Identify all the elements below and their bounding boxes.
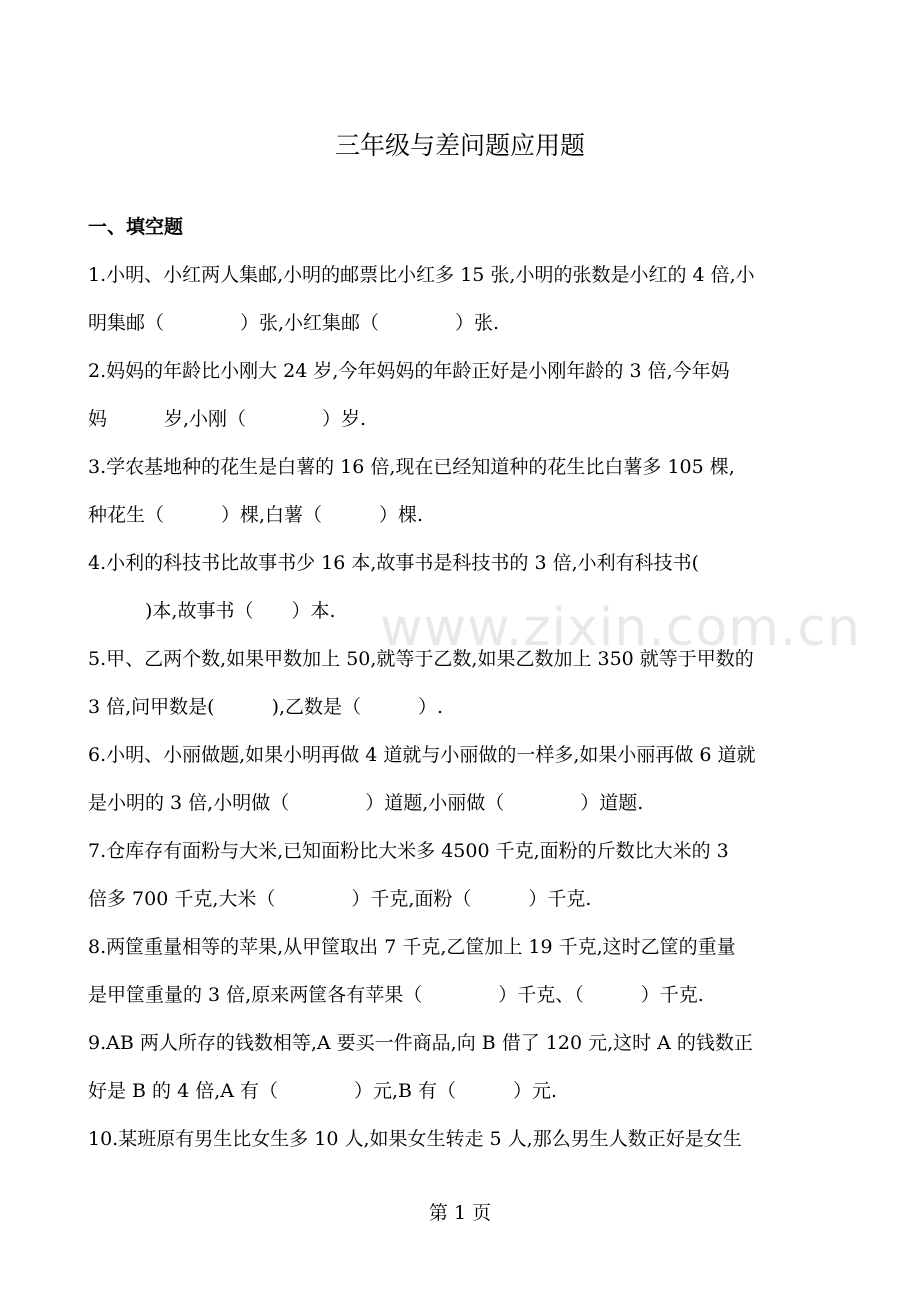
question-line: 好是 B 的 4 倍,A 有（ ）元,B 有（ ）元. (88, 1080, 558, 1102)
page-title: 三年级与差问题应用题 (334, 131, 585, 160)
question-line: 3.学农基地种的花生是白薯的 16 倍,现在已经知道种的花生比白薯多 105 棵, (88, 456, 735, 478)
question-line: 6.小明、小丽做题,如果小明再做 4 道就与小丽做的一样多,如果小丽再做 6 道就 (88, 744, 756, 766)
question-line: 9.AB 两人所存的钱数相等,A 要买一件商品,向 B 借了 120 元,这时 A 的钱数正 (88, 1032, 753, 1054)
question-line: 3 倍,问甲数是( ),乙数是（ ）. (88, 696, 444, 718)
question-line: 2.妈妈的年龄比小刚大 24 岁,今年妈妈的年龄正好是小刚年龄的 3 倍,今年妈 (88, 360, 730, 382)
question-line: 妈 岁,小刚（ ）岁. (88, 408, 367, 430)
question-line: 10.某班原有男生比女生多 10 人,如果女生转走 5 人,那么男生人数正好是女生 (88, 1128, 742, 1150)
question-line: 种花生（ ）棵,白薯（ ）棵. (88, 504, 424, 526)
question-line: )本,故事书（ ）本. (88, 600, 336, 622)
question-line: 明集邮（ ）张,小红集邮（ ）张. (88, 312, 500, 334)
question-line: 4.小利的科技书比故事书少 16 本,故事书是科技书的 3 倍,小利有科技书( (88, 552, 700, 574)
watermark: www.zixin.com.cn (380, 598, 861, 658)
page-number: 第 1 页 (428, 1202, 492, 1224)
question-line: 5.甲、乙两个数,如果甲数加上 50,就等于乙数,如果乙数加上 350 就等于甲数的 (88, 648, 754, 670)
question-line: 7.仓库存有面粉与大米,已知面粉比大米多 4500 千克,面粉的斤数比大米的 3 (88, 840, 729, 862)
question-line: 是小明的 3 倍,小明做（ ）道题,小丽做（ ）道题. (88, 792, 644, 814)
question-line: 倍多 700 千克,大米（ ）千克,面粉（ ）千克. (88, 888, 592, 910)
question-line: 是甲筐重量的 3 倍,原来两筐各有苹果（ ）千克、（ ）千克. (88, 984, 704, 1006)
section-heading: 一、填空题 (88, 216, 184, 238)
question-line: 8.两筐重量相等的苹果,从甲筐取出 7 千克,乙筐加上 19 千克,这时乙筐的重量 (88, 936, 736, 958)
question-line: 1.小明、小红两人集邮,小明的邮票比小红多 15 张,小明的张数是小红的 4 倍,小 (88, 264, 755, 286)
